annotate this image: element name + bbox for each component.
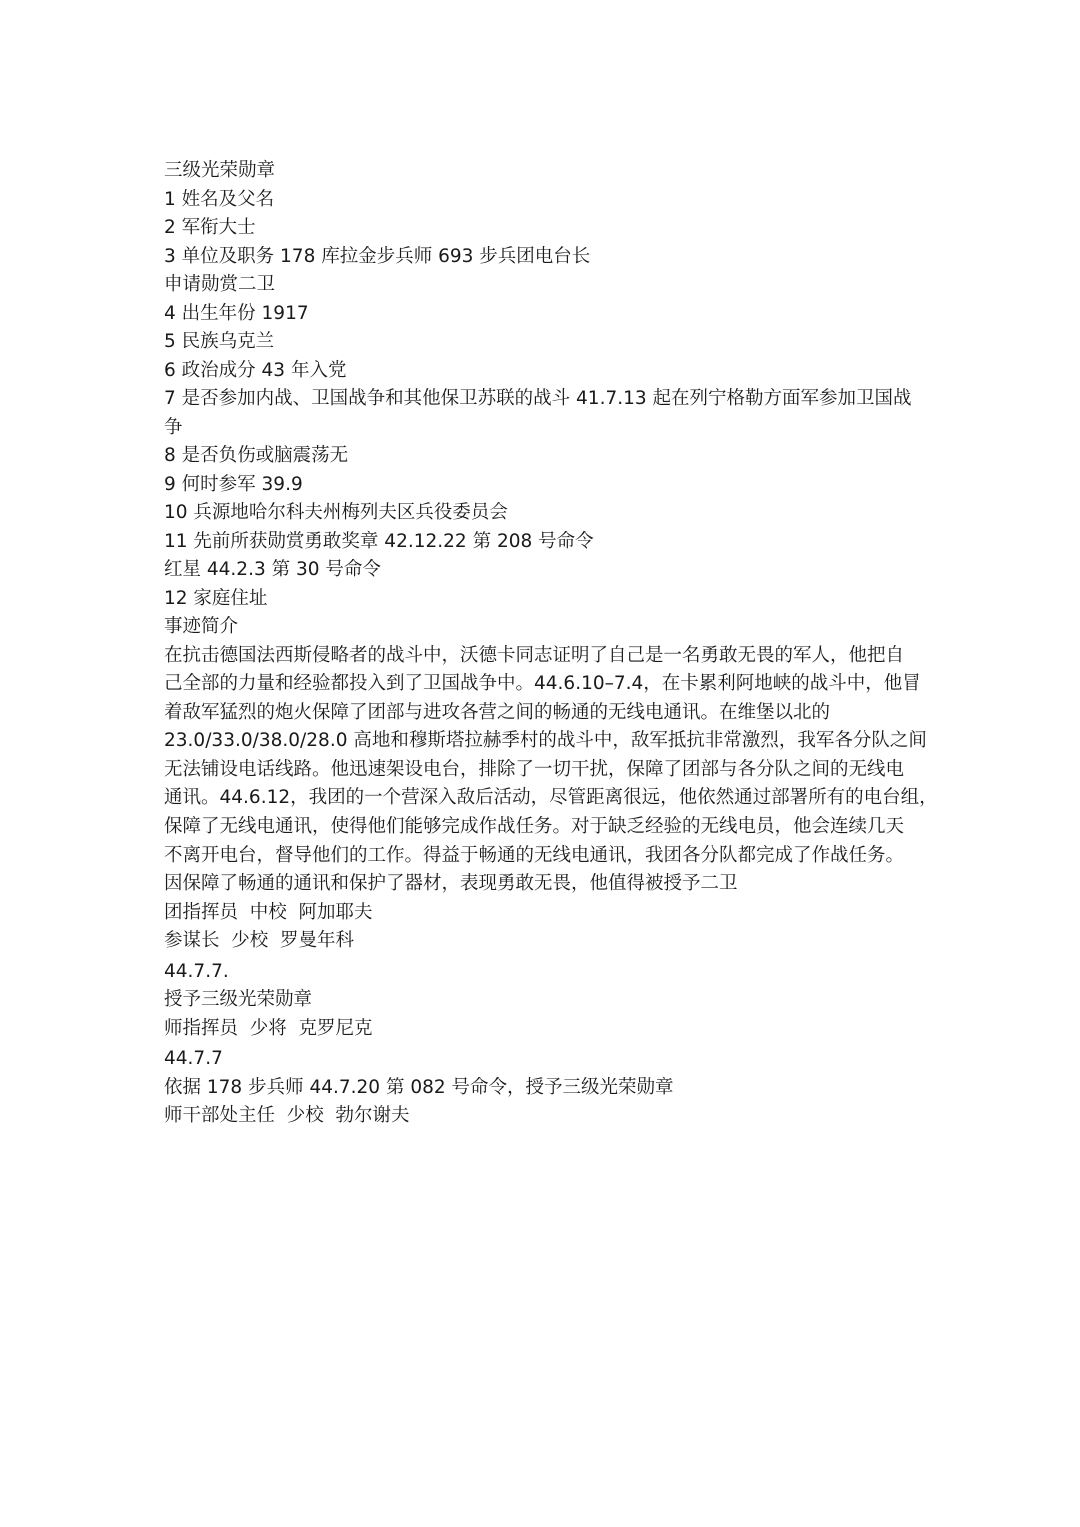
paragraph-line: 己全部的力量和经验都投入到了卫国战争中。44.6.10–7.4，在卡累利阿地峡的战斗中，他冒 [164, 673, 921, 695]
paragraph-line: 通讯。44.6.12，我团的一个营深入敌后活动，尽管距离很远，他依然通过部署所有的电台组， [164, 787, 938, 809]
award-document [164, 157, 938, 1131]
date-decision: 44.7.7 [164, 1048, 223, 1070]
field-enlisted: 9 何时参军 39.9 [164, 473, 303, 495]
date-submission: 44.7.7. [164, 960, 229, 982]
field-wounds: 8 是否负伤或脑震荡无 [164, 445, 349, 466]
signature-cadre-chief: 师干部处主任 少校 勃尔谢夫 [164, 1105, 410, 1127]
document-title: 三级光荣勋章 [164, 160, 276, 181]
section-heading: 事迹简介 [164, 616, 239, 637]
field-address: 12 家庭住址 [164, 587, 268, 609]
field-unit: 3 单位及职务 178 库拉金步兵师 693 步兵团电台长 [164, 245, 591, 267]
field-draft-office: 10 兵源地哈尔科夫州梅列夫区兵役委员会 [164, 502, 508, 523]
field-award-request: 申请勋赏二卫 [164, 274, 276, 295]
order-reference: 依据 178 步兵师 44.7.20 第 082 号命令，授予三级光荣勋章 [164, 1076, 674, 1098]
paragraph-line: 因保障了畅通的通讯和保护了器材，表现勇敢无畏，他值得被授予二卫 [164, 873, 738, 895]
narrative-paragraph [164, 642, 938, 899]
signature-regiment-commander: 团指挥员 中校 阿加耶夫 [164, 901, 373, 923]
paragraph-line: 在抗击德国法西斯侵略者的战斗中，沃德卡同志证明了自己是一名勇敢无畏的军人，他把自 [164, 644, 905, 666]
field-name: 1 姓名及父名 [164, 188, 275, 210]
award-decision: 授予三级光荣勋章 [164, 989, 313, 1011]
field-wars-cont: 争 [164, 416, 183, 438]
paragraph-line: 无法铺设电话线路。他迅速架设电台，排除了一切干扰，保障了团部与各分队之间的无线电 [164, 758, 905, 780]
paragraph-line: 保障了无线电通讯，使得他们能够完成作战任务。对于缺乏经验的无线电员，他会连续几天 [164, 816, 905, 838]
signature-division-commander: 师指挥员 少将 克罗尼克 [164, 1017, 373, 1039]
field-birth-year: 4 出生年份 1917 [164, 302, 309, 324]
field-party: 6 政治成分 43 年入党 [164, 359, 347, 381]
signature-chief-of-staff: 参谋长 少校 罗曼年科 [164, 930, 355, 952]
field-nationality: 5 民族乌克兰 [164, 331, 275, 352]
field-rank: 2 军衔大士 [164, 217, 256, 238]
paragraph-line: 不离开电台，督导他们的工作。得益于畅通的无线电通讯，我团各分队都完成了作战任务。 [164, 844, 905, 866]
field-wars: 7 是否参加内战、卫国战争和其他保卫苏联的战斗 41.7.13 起在列宁格勒方面军参加卫国战 [164, 388, 912, 409]
field-red-star: 红星 44.2.3 第 30 号命令 [164, 559, 381, 580]
field-previous-awards: 11 先前所获勋赏勇敢奖章 42.12.22 第 208 号命令 [164, 530, 594, 552]
paragraph-line: 23.0/33.0/38.0/28.0 高地和穆斯塔拉赫季村的战斗中，敌军抵抗非常激烈，我军各分队之间 [164, 730, 927, 752]
paragraph-line: 着敌军猛烈的炮火保障了团部与进攻各营之间的畅通的无线电通讯。在维堡以北的 [164, 701, 831, 723]
